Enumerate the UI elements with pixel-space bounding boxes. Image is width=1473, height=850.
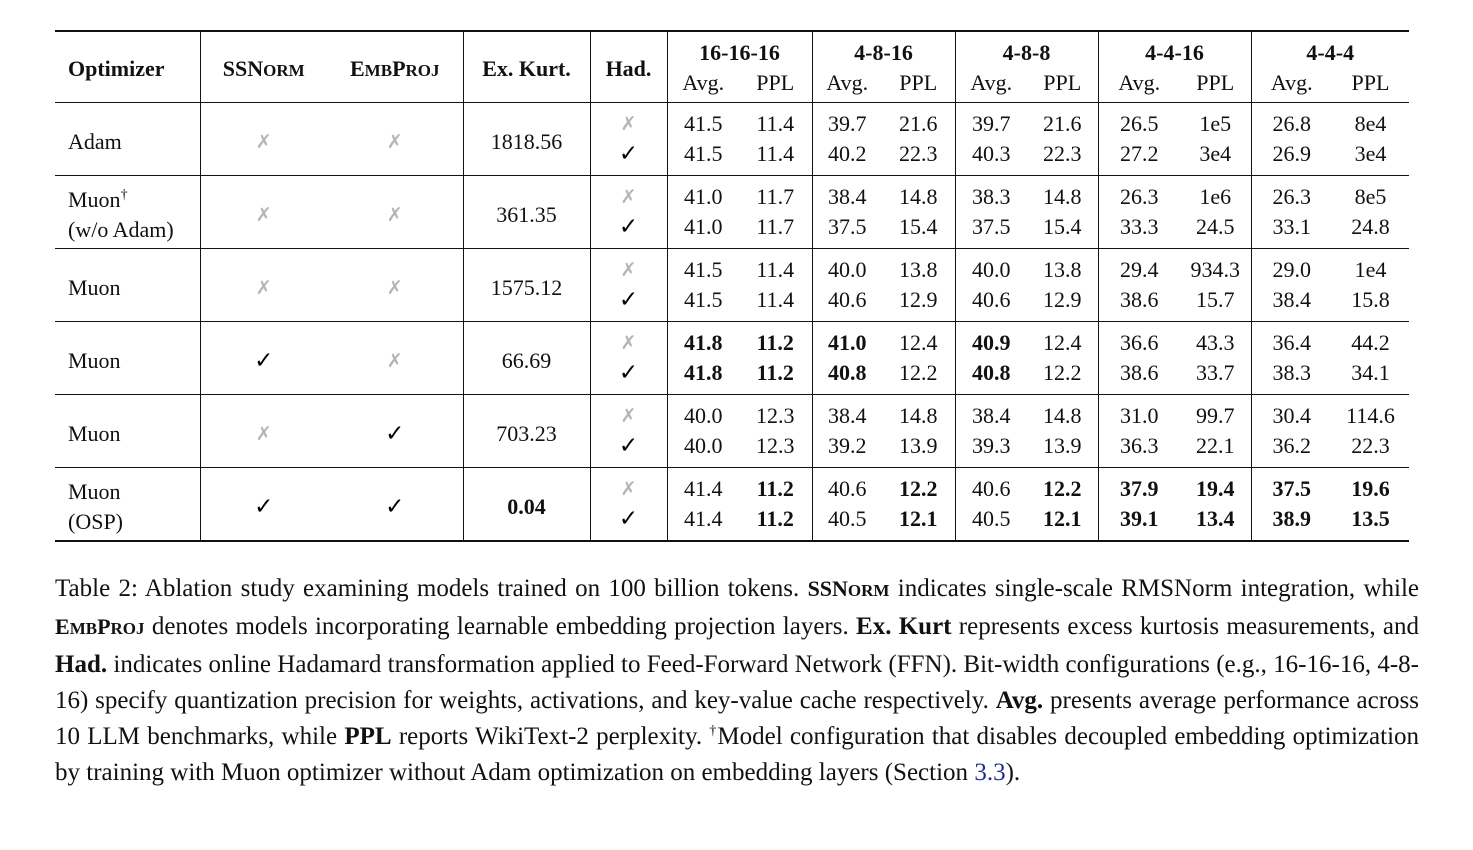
ppl-value: 24.5 xyxy=(1196,214,1235,239)
avg-value: 38.4 xyxy=(955,395,1027,432)
avg-value: 40.6 xyxy=(955,468,1027,505)
header-avg: Avg. xyxy=(667,70,739,103)
ppl-value: 24.8 xyxy=(1351,214,1390,239)
avg-value: 39.1 xyxy=(1098,504,1180,541)
avg-value: 39.2 xyxy=(812,431,882,468)
avg-value: 36.6 xyxy=(1098,322,1180,359)
ex-kurt-value: 0.04 xyxy=(463,468,590,542)
header-avg: Avg. xyxy=(955,70,1027,103)
check-icon: ✓ xyxy=(590,212,667,249)
ppl-value: 1e6 xyxy=(1199,184,1232,209)
table-row xyxy=(55,176,1409,213)
cross-icon: ✗ xyxy=(386,131,403,153)
avg-value: 40.8 xyxy=(955,358,1027,395)
avg-value: 40.0 xyxy=(955,249,1027,286)
ppl-value: 21.6 xyxy=(899,111,938,136)
ex-kurt-value: 1575.12 xyxy=(463,249,590,322)
avg-value: 30.4 xyxy=(1251,395,1332,432)
cross-icon: ✗ xyxy=(590,468,667,505)
header-ppl: PPL xyxy=(1043,70,1082,95)
ppl-value: 11.2 xyxy=(756,506,794,531)
avg-value: 31.0 xyxy=(1098,395,1180,432)
ppl-value: 13.9 xyxy=(1043,433,1082,458)
ppl-value: 13.9 xyxy=(899,433,938,458)
table-row xyxy=(55,322,1409,359)
ppl-value: 12.3 xyxy=(756,433,795,458)
avg-value: 36.4 xyxy=(1251,322,1332,359)
avg-value: 40.8 xyxy=(812,358,882,395)
avg-value: 40.6 xyxy=(812,285,882,322)
ppl-value: 11.4 xyxy=(756,257,795,282)
ppl-value: 12.1 xyxy=(1043,506,1082,531)
avg-value: 40.5 xyxy=(955,504,1027,541)
cross-icon: ✗ xyxy=(200,395,327,468)
avg-value: 26.9 xyxy=(1251,139,1332,176)
avg-value: 40.9 xyxy=(955,322,1027,359)
header-ppl: PPL xyxy=(1196,70,1235,95)
ppl-value: 11.4 xyxy=(756,141,795,166)
table-row xyxy=(55,395,1409,432)
avg-value: 39.3 xyxy=(955,431,1027,468)
avg-value: 40.0 xyxy=(812,249,882,286)
ppl-value: 12.9 xyxy=(899,287,938,312)
ppl-value: 114.6 xyxy=(1346,403,1395,428)
avg-value: 38.6 xyxy=(1098,358,1180,395)
ppl-value: 8e4 xyxy=(1354,111,1387,136)
ppl-value: 12.2 xyxy=(899,360,938,385)
avg-value: 26.5 xyxy=(1098,103,1180,140)
avg-value: 41.8 xyxy=(667,358,739,395)
avg-value: 40.6 xyxy=(955,285,1027,322)
check-icon: ✓ xyxy=(590,504,667,541)
header-group-4-4-16: 4-4-16 xyxy=(1098,31,1251,70)
avg-value: 37.5 xyxy=(955,212,1027,249)
ppl-value: 11.2 xyxy=(756,360,794,385)
ppl-value: 8e5 xyxy=(1354,184,1387,209)
ppl-value: 13.8 xyxy=(899,257,938,282)
optimizer-name: Muon xyxy=(68,348,121,373)
avg-value: 26.8 xyxy=(1251,103,1332,140)
avg-value: 26.3 xyxy=(1251,176,1332,213)
ppl-value: 22.1 xyxy=(1196,433,1235,458)
cross-icon: ✗ xyxy=(386,350,403,372)
ppl-value: 11.7 xyxy=(756,214,795,239)
avg-value: 40.3 xyxy=(955,139,1027,176)
avg-value: 37.5 xyxy=(812,212,882,249)
avg-value: 37.5 xyxy=(1251,468,1332,505)
ppl-value: 11.4 xyxy=(756,287,795,312)
ppl-value: 934.3 xyxy=(1190,257,1240,282)
header-group-16-16-16: 16-16-16 xyxy=(667,31,812,70)
ppl-value: 12.3 xyxy=(756,403,795,428)
ppl-value: 11.7 xyxy=(756,184,795,209)
avg-value: 27.2 xyxy=(1098,139,1180,176)
avg-value: 38.4 xyxy=(812,176,882,213)
header-had: Had. xyxy=(590,31,667,103)
avg-value: 40.6 xyxy=(812,468,882,505)
avg-value: 41.0 xyxy=(812,322,882,359)
avg-value: 38.9 xyxy=(1251,504,1332,541)
avg-value: 29.0 xyxy=(1251,249,1332,286)
ppl-value: 15.4 xyxy=(1043,214,1082,239)
check-icon: ✓ xyxy=(385,494,405,520)
cross-icon: ✗ xyxy=(590,103,667,140)
optimizer-name: Muon xyxy=(68,421,121,446)
header-ppl: PPL xyxy=(1351,70,1390,95)
cross-icon: ✗ xyxy=(200,249,327,322)
ppl-value: 11.4 xyxy=(756,111,795,136)
header-ssnorm: SSNORM xyxy=(200,31,327,103)
ppl-value: 1e4 xyxy=(1354,257,1387,282)
header-ex-kurt: Ex. Kurt. xyxy=(463,31,590,103)
header-group-4-8-8: 4-8-8 xyxy=(955,31,1098,70)
avg-value: 40.2 xyxy=(812,139,882,176)
check-icon: ✓ xyxy=(200,468,327,542)
avg-value: 26.3 xyxy=(1098,176,1180,213)
ppl-value: 12.4 xyxy=(1043,330,1082,355)
cross-icon: ✗ xyxy=(590,322,667,359)
avg-value: 38.4 xyxy=(1251,285,1332,322)
table-body xyxy=(55,103,1409,542)
optimizer-name: Muon† (w/o Adam) xyxy=(68,187,174,242)
avg-value: 40.0 xyxy=(667,431,739,468)
cross-icon: ✗ xyxy=(590,395,667,432)
ppl-value: 43.3 xyxy=(1196,330,1235,355)
avg-value: 33.3 xyxy=(1098,212,1180,249)
ppl-value: 11.2 xyxy=(756,330,794,355)
avg-value: 38.3 xyxy=(1251,358,1332,395)
optimizer-name: Muon xyxy=(68,275,121,300)
ppl-value: 1e5 xyxy=(1199,111,1232,136)
ppl-value: 15.8 xyxy=(1351,287,1390,312)
avg-value: 41.5 xyxy=(667,249,739,286)
ppl-value: 13.4 xyxy=(1196,506,1235,531)
avg-value: 36.3 xyxy=(1098,431,1180,468)
table-caption: Table 2: Ablation study examining models trained on 100 billion tokens. SSNORM indicates single-scale RMSNorm integration, while EMBPROJ denotes models incorporating learnable embedding projection layers. Ex. Kurt represents excess kurtosis measurements, and Had. indicates online Hadamard transformation applied to Feed-Forward Network (FFN). Bit-width configurations (e.g., 16-16-16, 4-8-16) specify quantization precision for weights, activations, and key-value cache respectively. Avg. presents average performance across 10 LLM benchmarks, while PPL reports WikiText-2 perplexity. †Model configuration that disables decoupled embedding optimization by training with Muon optimizer without Adam optimization on embedding layers (Section 3.3). xyxy=(55,575,1420,786)
avg-value: 38.6 xyxy=(1098,285,1180,322)
optimizer-name: Adam xyxy=(68,129,122,154)
table-row xyxy=(55,103,1409,140)
header-avg: Avg. xyxy=(1098,70,1180,103)
ex-kurt-value: 66.69 xyxy=(463,322,590,395)
ppl-value: 3e4 xyxy=(1199,141,1232,166)
check-icon: ✓ xyxy=(385,421,405,447)
header-ppl: PPL xyxy=(756,70,795,95)
ppl-value: 34.1 xyxy=(1351,360,1390,385)
caption-embproj: EMBPROJ xyxy=(55,614,145,639)
ppl-value: 13.5 xyxy=(1351,506,1390,531)
ppl-value: 22.3 xyxy=(899,141,938,166)
header-avg: Avg. xyxy=(812,70,882,103)
ppl-value: 99.7 xyxy=(1196,403,1235,428)
ppl-value: 33.7 xyxy=(1196,360,1235,385)
avg-value: 41.4 xyxy=(667,468,739,505)
caption-ssnorm: SSNORM xyxy=(807,576,890,601)
check-icon: ✓ xyxy=(590,431,667,468)
ex-kurt-value: 703.23 xyxy=(463,395,590,468)
ppl-value: 19.6 xyxy=(1351,476,1390,501)
avg-value: 41.0 xyxy=(667,212,739,249)
table-header xyxy=(55,31,1409,103)
avg-value: 39.7 xyxy=(955,103,1027,140)
check-icon: ✓ xyxy=(200,322,327,395)
ppl-value: 14.8 xyxy=(1043,184,1082,209)
header-embproj: EMBPROJ xyxy=(349,56,440,81)
cross-icon: ✗ xyxy=(590,249,667,286)
ex-kurt-value: 1818.56 xyxy=(463,103,590,176)
ppl-value: 14.8 xyxy=(899,403,938,428)
ppl-value: 14.8 xyxy=(1043,403,1082,428)
ppl-value: 12.9 xyxy=(1043,287,1082,312)
ppl-value: 3e4 xyxy=(1354,141,1387,166)
cross-icon: ✗ xyxy=(200,176,327,249)
ppl-value: 22.3 xyxy=(1351,433,1390,458)
avg-value: 37.9 xyxy=(1098,468,1180,505)
ppl-value: 12.2 xyxy=(899,476,938,501)
ppl-value: 12.2 xyxy=(1043,476,1082,501)
ablation-table xyxy=(55,30,1409,542)
check-icon: ✓ xyxy=(590,358,667,395)
avg-value: 29.4 xyxy=(1098,249,1180,286)
table-row xyxy=(55,468,1409,505)
ppl-value: 11.2 xyxy=(756,476,794,501)
ppl-value: 12.4 xyxy=(899,330,938,355)
ppl-value: 12.1 xyxy=(899,506,938,531)
ppl-value: 14.8 xyxy=(899,184,938,209)
cross-icon: ✗ xyxy=(590,176,667,213)
header-avg: Avg. xyxy=(1251,70,1332,103)
ppl-value: 13.8 xyxy=(1043,257,1082,282)
ppl-value: 44.2 xyxy=(1351,330,1390,355)
avg-value: 41.0 xyxy=(667,176,739,213)
avg-value: 38.3 xyxy=(955,176,1027,213)
avg-value: 41.4 xyxy=(667,504,739,541)
avg-value: 41.8 xyxy=(667,322,739,359)
check-icon: ✓ xyxy=(590,139,667,176)
avg-value: 36.2 xyxy=(1251,431,1332,468)
ppl-value: 22.3 xyxy=(1043,141,1082,166)
ex-kurt-value: 361.35 xyxy=(463,176,590,249)
avg-value: 41.5 xyxy=(667,139,739,176)
avg-value: 41.5 xyxy=(667,103,739,140)
avg-value: 38.4 xyxy=(812,395,882,432)
cross-icon: ✗ xyxy=(386,204,403,226)
optimizer-name: Muon (OSP) xyxy=(68,479,124,534)
ppl-value: 21.6 xyxy=(1043,111,1082,136)
cross-icon: ✗ xyxy=(386,277,403,299)
header-optimizer: Optimizer xyxy=(68,56,165,81)
check-icon: ✓ xyxy=(590,285,667,322)
avg-value: 40.0 xyxy=(667,395,739,432)
header-group-4-4-4: 4-4-4 xyxy=(1251,31,1409,70)
ppl-value: 19.4 xyxy=(1196,476,1235,501)
cross-icon: ✗ xyxy=(200,103,327,176)
table-row xyxy=(55,249,1409,286)
avg-value: 39.7 xyxy=(812,103,882,140)
ppl-value: 15.7 xyxy=(1196,287,1235,312)
header-group-4-8-16: 4-8-16 xyxy=(812,31,955,70)
avg-value: 41.5 xyxy=(667,285,739,322)
header-ppl: PPL xyxy=(899,70,938,95)
ppl-value: 12.2 xyxy=(1043,360,1082,385)
section-link[interactable]: 3.3 xyxy=(974,759,1006,786)
ppl-value: 15.4 xyxy=(899,214,938,239)
avg-value: 33.1 xyxy=(1251,212,1332,249)
avg-value: 40.5 xyxy=(812,504,882,541)
